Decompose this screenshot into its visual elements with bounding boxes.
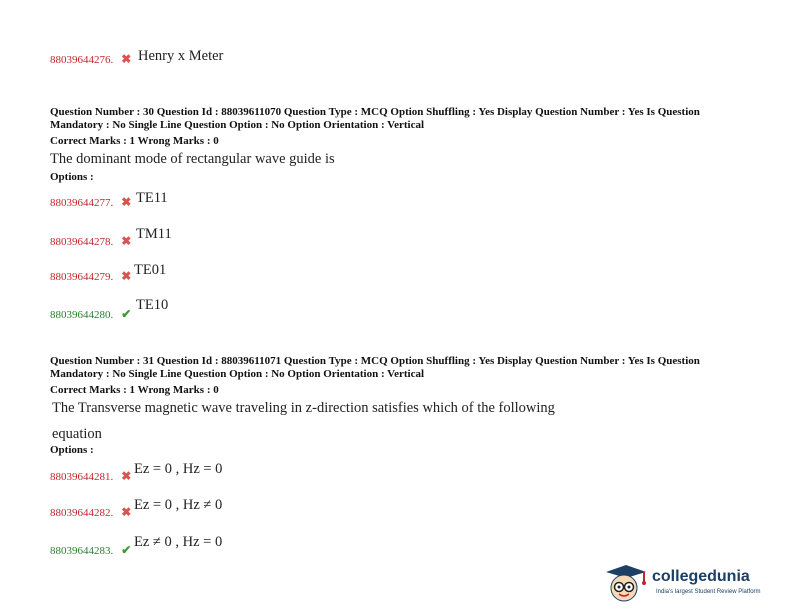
question-text: The dominant mode of rectangular wave guide is <box>50 151 335 167</box>
option-row <box>50 541 131 559</box>
option-row <box>50 467 131 485</box>
option-id: 88039644280. <box>50 309 114 321</box>
option-text: Ez ≠ 0 , Hz = 0 <box>134 534 223 550</box>
question-meta-line2: Mandatory : No Single Line Question Option : No Option Orientation : Vertical <box>50 119 425 131</box>
option-text: TE01 <box>134 262 167 278</box>
option-id: 88039644278. <box>50 236 114 248</box>
wrong-icon: ✖ <box>121 505 132 519</box>
wrong-icon: ✖ <box>121 469 132 483</box>
option-id: 88039644277. <box>50 197 114 209</box>
wrong-icon: ✖ <box>121 195 132 209</box>
question-meta-line1: Question Number : 30 Question Id : 88039611070 Question Type : MCQ Option Shuffling : Yes Display Question Number : Yes Is Question <box>50 106 700 118</box>
wrong-icon: ✖ <box>121 52 132 66</box>
option-id: 88039644281. <box>50 471 114 483</box>
question-meta-line1: Question Number : 31 Question Id : 88039611071 Question Type : MCQ Option Shuffling : Yes Display Question Number : Yes Is Question <box>50 355 700 367</box>
question-text: The Transverse magnetic wave traveling in z-direction satisfies which of the following <box>52 400 555 416</box>
options-label: Options : <box>50 171 94 183</box>
option-text: Ez = 0 , Hz ≠ 0 <box>134 497 223 513</box>
option-id: 88039644283. <box>50 545 114 557</box>
option-text: Henry x Meter <box>138 48 224 64</box>
option-text: TE10 <box>136 297 169 313</box>
question-meta-line2: Mandatory : No Single Line Question Option : No Option Orientation : Vertical <box>50 368 425 380</box>
logo-tagline: India's largest Student Review Platform <box>656 589 761 595</box>
check-icon: ✔ <box>121 307 132 321</box>
wrong-icon: ✖ <box>121 234 132 248</box>
mascot-icon <box>600 562 650 604</box>
option-id: 88039644282. <box>50 507 114 519</box>
option-row <box>50 503 131 521</box>
option-text: TM11 <box>136 226 172 242</box>
option-text: Ez = 0 , Hz = 0 <box>134 461 223 477</box>
question-marks: Correct Marks : 1 Wrong Marks : 0 <box>50 135 219 147</box>
option-id: 88039644276. <box>50 54 114 66</box>
option-row <box>50 305 131 323</box>
question-text-continued: equation <box>52 426 102 442</box>
option-text: TE11 <box>136 190 168 206</box>
logo-name: collegedunia <box>652 568 750 585</box>
options-label: Options : <box>50 444 94 456</box>
option-row <box>50 50 131 68</box>
option-id: 88039644279. <box>50 271 114 283</box>
collegedunia-logo <box>600 562 788 604</box>
question-marks: Correct Marks : 1 Wrong Marks : 0 <box>50 384 219 396</box>
option-row <box>50 267 131 285</box>
wrong-icon: ✖ <box>121 269 132 283</box>
check-icon: ✔ <box>121 543 132 557</box>
option-row <box>50 232 131 250</box>
option-row <box>50 193 131 211</box>
